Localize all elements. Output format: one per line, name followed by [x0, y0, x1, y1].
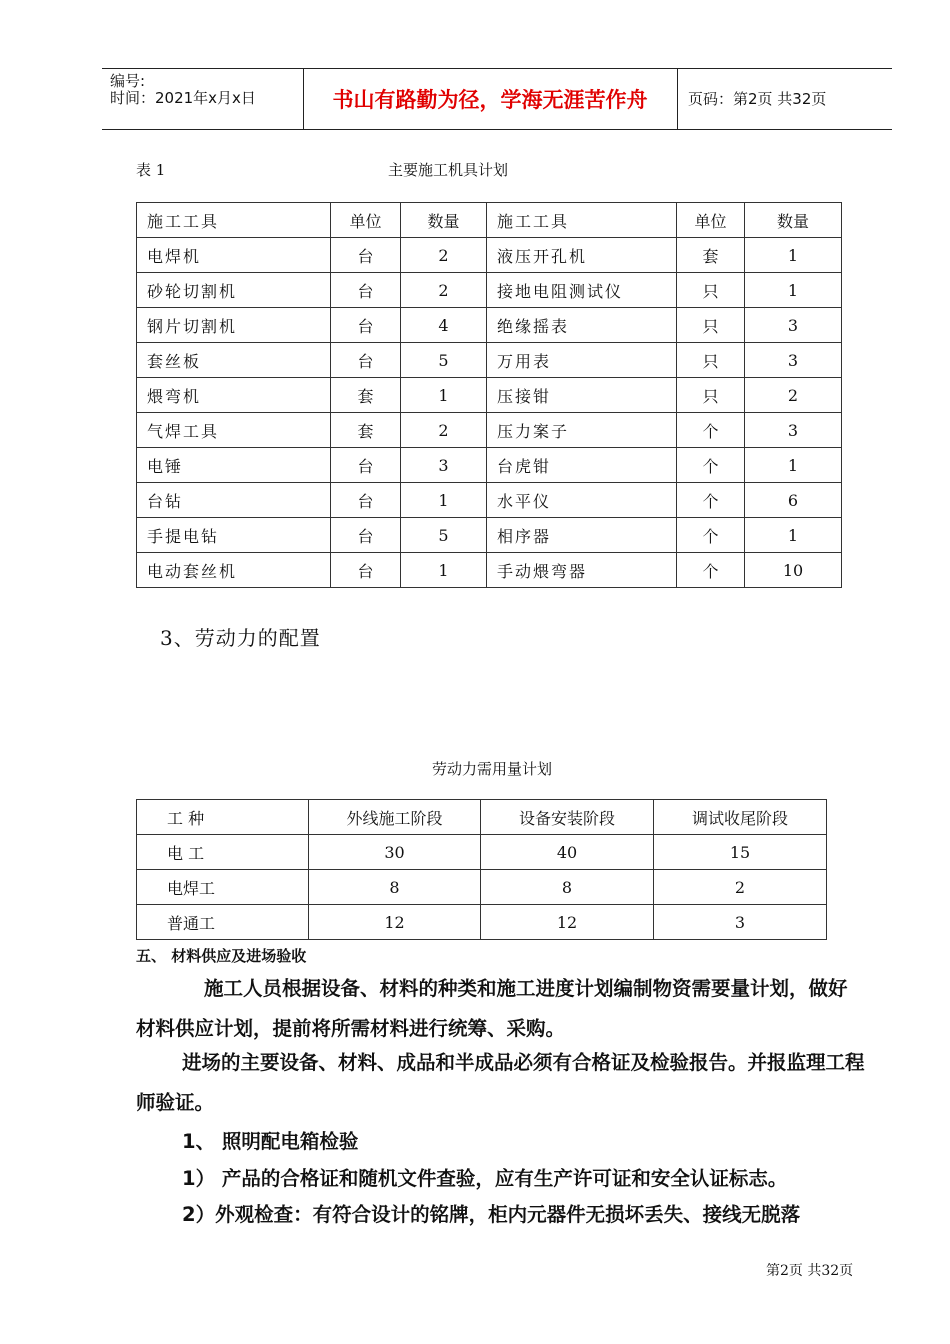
- table1-title: 主要施工机具计划: [388, 161, 509, 179]
- table-cell: 只: [677, 308, 745, 343]
- header-meta: [102, 69, 302, 129]
- table2-title: 劳动力需用量计划: [432, 760, 553, 778]
- table-cell: 电焊机: [137, 238, 331, 273]
- table-row: [137, 448, 842, 483]
- table-cell: 台钻: [137, 483, 331, 518]
- header-divider: [677, 69, 678, 129]
- header-cell: 施工工具: [487, 203, 677, 238]
- table-cell: 只: [677, 273, 745, 308]
- header-cell: 调试收尾阶段: [654, 800, 827, 835]
- table-row: [137, 413, 842, 448]
- table-cell: 2: [654, 870, 827, 905]
- table-cell: 40: [481, 835, 654, 870]
- table-cell: 8: [481, 870, 654, 905]
- table-cell: 台: [331, 308, 401, 343]
- header-cell: 单位: [677, 203, 745, 238]
- table-cell: 2: [401, 413, 487, 448]
- number-label: 编号:: [110, 72, 146, 90]
- table-cell: 套丝板: [137, 343, 331, 378]
- table-cell: 6: [745, 483, 842, 518]
- table-cell: 12: [309, 905, 481, 940]
- table-cell: 钢片切割机: [137, 308, 331, 343]
- table-cell: 2: [401, 238, 487, 273]
- table-cell: 套: [331, 378, 401, 413]
- section-heading: 3、劳动力的配置: [160, 626, 321, 650]
- header-cell: 单位: [331, 203, 401, 238]
- table-cell: 3: [401, 448, 487, 483]
- table-cell: 绝缘摇表: [487, 308, 677, 343]
- table-cell: 个: [677, 518, 745, 553]
- table-cell: 只: [677, 378, 745, 413]
- table-cell: 1: [745, 448, 842, 483]
- table-cell: 台: [331, 238, 401, 273]
- time-label: 时间：2021年x月x日: [110, 89, 256, 107]
- header-cell: 数量: [401, 203, 487, 238]
- table-cell: 3: [745, 343, 842, 378]
- section-heading: 五、 材料供应及进场验收: [136, 947, 307, 965]
- table-cell: 3: [745, 413, 842, 448]
- table-row: [137, 483, 842, 518]
- labor-table: [136, 799, 827, 940]
- table-row: [137, 343, 842, 378]
- table-cell: 台: [331, 553, 401, 588]
- table-row: [137, 835, 827, 870]
- table-cell: 接地电阻测试仪: [487, 273, 677, 308]
- table-row: [137, 518, 842, 553]
- table-cell: 1: [401, 378, 487, 413]
- table-cell: 套: [677, 238, 745, 273]
- table-cell: 手提电钻: [137, 518, 331, 553]
- paragraph: 施工人员根据设备、材料的种类和施工进度计划编制物资需要量计划，做好材料供应计划，提前将所需材料进行统筹、采购。: [136, 977, 848, 1040]
- table-cell: 电 工: [137, 835, 309, 870]
- table-cell: 30: [309, 835, 481, 870]
- header-page-number: 页码：第2页 共32页: [688, 90, 827, 108]
- table-cell: 电动套丝机: [137, 553, 331, 588]
- list-item: 2）外观检查：有符合设计的铭牌，柜内元器件无损坏丢失、接线无脱落: [182, 1203, 801, 1226]
- paragraph: 进场的主要设备、材料、成品和半成品必须有合格证及检验报告。并报监理工程师验证。: [136, 1051, 865, 1114]
- table-cell: 15: [654, 835, 827, 870]
- table-cell: 12: [481, 905, 654, 940]
- header-cell: 工 种: [137, 800, 309, 835]
- table-cell: 1: [745, 273, 842, 308]
- table-cell: 套: [331, 413, 401, 448]
- table-cell: 台: [331, 273, 401, 308]
- page-footer: 第2页 共32页: [766, 1263, 854, 1279]
- table-row: [137, 308, 842, 343]
- table-cell: 压接钳: [487, 378, 677, 413]
- header-cell: 设备安装阶段: [481, 800, 654, 835]
- header-motto: 书山有路勤为径，学海无涯苦作舟: [332, 88, 648, 112]
- table-cell: 电焊工: [137, 870, 309, 905]
- table-cell: 个: [677, 553, 745, 588]
- table-cell: 5: [401, 343, 487, 378]
- table-cell: 3: [745, 308, 842, 343]
- table-cell: 只: [677, 343, 745, 378]
- table-row: [137, 905, 827, 940]
- header-cell: 数量: [745, 203, 842, 238]
- table-cell: 砂轮切割机: [137, 273, 331, 308]
- table-cell: 台: [331, 448, 401, 483]
- table-header-row: [137, 800, 827, 835]
- table-cell: 台: [331, 483, 401, 518]
- list-item: 1） 产品的合格证和随机文件查验，应有生产许可证和安全认证标志。: [182, 1167, 788, 1190]
- table-cell: 液压开孔机: [487, 238, 677, 273]
- table-cell: 电锤: [137, 448, 331, 483]
- table-cell: 台: [331, 343, 401, 378]
- list-item: 1、 照明配电箱检验: [182, 1130, 359, 1153]
- equipment-table: [136, 202, 842, 588]
- table-cell: 5: [401, 518, 487, 553]
- table-cell: 压力案子: [487, 413, 677, 448]
- table-row: [137, 378, 842, 413]
- table-cell: 3: [654, 905, 827, 940]
- table-cell: 个: [677, 448, 745, 483]
- header-cell: 外线施工阶段: [309, 800, 481, 835]
- table-cell: 2: [401, 273, 487, 308]
- table-cell: 个: [677, 413, 745, 448]
- table-cell: 10: [745, 553, 842, 588]
- table-header-row: [137, 203, 842, 238]
- table-cell: 1: [401, 553, 487, 588]
- page-header: [102, 68, 892, 130]
- table-cell: 台: [331, 518, 401, 553]
- table-cell: 煨弯机: [137, 378, 331, 413]
- table-cell: 万用表: [487, 343, 677, 378]
- table1-prefix: 表 1: [136, 161, 166, 179]
- table-cell: 气焊工具: [137, 413, 331, 448]
- table-cell: 手动煨弯器: [487, 553, 677, 588]
- table-cell: 普通工: [137, 905, 309, 940]
- table-row: [137, 553, 842, 588]
- table-cell: 1: [745, 238, 842, 273]
- table-cell: 1: [745, 518, 842, 553]
- table-cell: 8: [309, 870, 481, 905]
- table-cell: 4: [401, 308, 487, 343]
- table-row: [137, 273, 842, 308]
- table-cell: 个: [677, 483, 745, 518]
- table-cell: 相序器: [487, 518, 677, 553]
- table-cell: 水平仪: [487, 483, 677, 518]
- table-cell: 1: [401, 483, 487, 518]
- header-cell: 施工工具: [137, 203, 331, 238]
- table-row: [137, 870, 827, 905]
- table-cell: 2: [745, 378, 842, 413]
- table-row: [137, 238, 842, 273]
- table-cell: 台虎钳: [487, 448, 677, 483]
